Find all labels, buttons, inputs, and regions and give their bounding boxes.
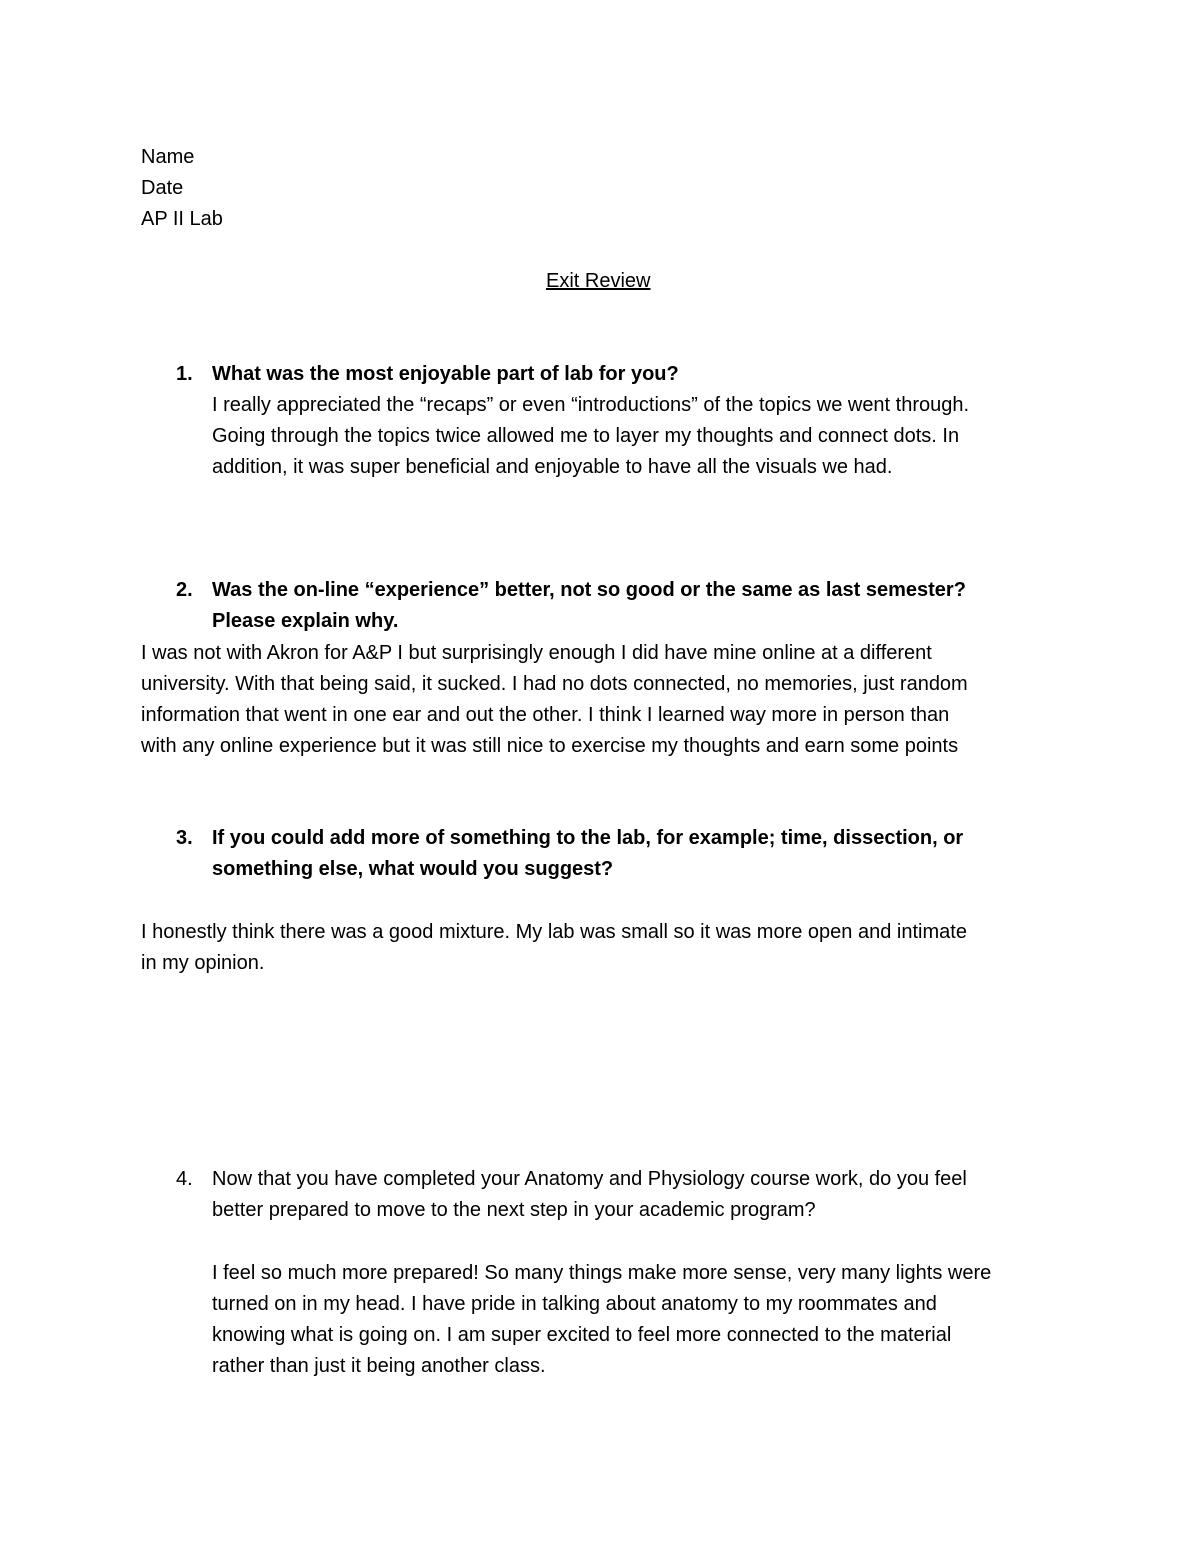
answer-1-line: addition, it was super beneficial and enjoyable to have all the visuals we had.	[212, 456, 893, 478]
question-3-text: something else, what would you suggest?	[212, 858, 614, 880]
answer-4-line: turned on in my head. I have pride in talking about anatomy to my roommates and	[212, 1293, 937, 1315]
question-2-text: Please explain why.	[212, 610, 399, 632]
question-4-number: 4.	[176, 1168, 193, 1190]
answer-3-line: I honestly think there was a good mixture. My lab was small so it was more open and intimate	[141, 921, 967, 943]
course-label: AP II Lab	[141, 208, 223, 230]
answer-4-line: rather than just it being another class.	[212, 1355, 546, 1377]
answer-1-line: Going through the topics twice allowed me to layer my thoughts and connect dots. In	[212, 425, 960, 447]
question-4-text: better prepared to move to the next step in your academic program?	[212, 1199, 816, 1221]
answer-4-line: knowing what is going on. I am super excited to feel more connected to the material	[212, 1324, 952, 1346]
answer-4-line: I feel so much more prepared! So many things make more sense, very many lights were	[212, 1262, 992, 1284]
answer-1-line: I really appreciated the “recaps” or even “introductions” of the topics we went through.	[212, 394, 970, 416]
question-4-text: Now that you have completed your Anatomy and Physiology course work, do you feel	[212, 1168, 967, 1190]
answer-2-line: with any online experience but it was still nice to exercise my thoughts and earn some points	[141, 735, 959, 757]
question-3-text: If you could add more of something to the lab, for example; time, dissection, or	[212, 827, 964, 849]
answer-2-line: I was not with Akron for A&P I but surprisingly enough I did have mine online at a different	[141, 642, 932, 664]
answer-2-line: university. With that being said, it sucked. I had no dots connected, no memories, just random	[141, 673, 968, 695]
document-title: Exit Review	[546, 270, 651, 292]
question-2-text: Was the on-line “experience” better, not so good or the same as last semester?	[212, 579, 966, 601]
date-label: Date	[141, 177, 184, 199]
question-2-number: 2.	[176, 579, 193, 601]
name-label: Name	[141, 146, 195, 168]
question-1-text: What was the most enjoyable part of lab for you?	[212, 363, 679, 385]
answer-3-line: in my opinion.	[141, 952, 265, 974]
answer-2-line: information that went in one ear and out the other. I think I learned way more in person than	[141, 704, 950, 726]
question-3-number: 3.	[176, 827, 193, 849]
question-1-number: 1.	[176, 363, 193, 385]
